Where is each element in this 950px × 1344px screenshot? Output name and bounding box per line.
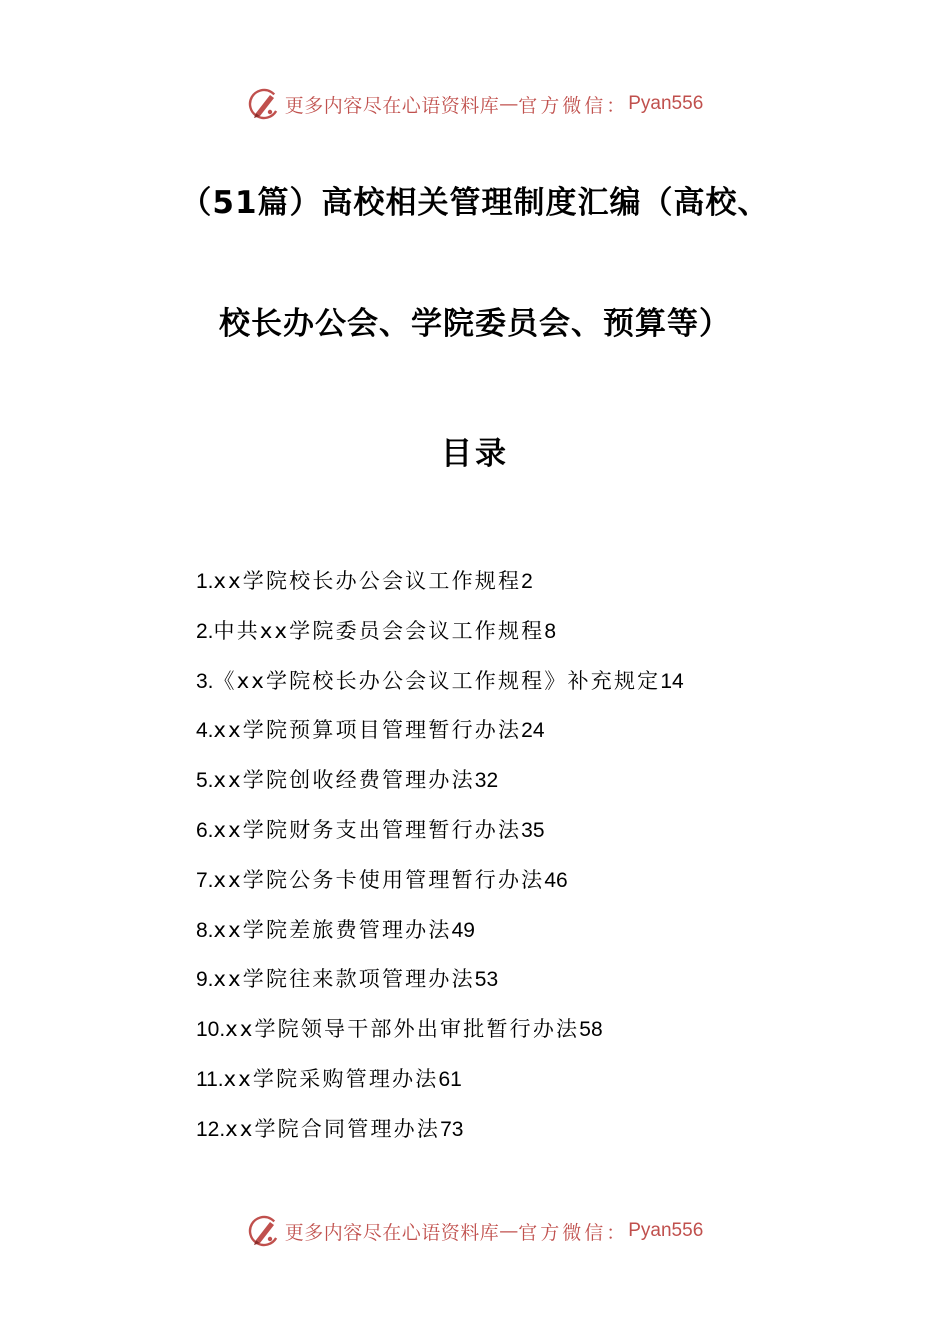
toc-item[interactable] — [196, 1111, 684, 1161]
toc-list — [196, 563, 684, 1161]
toc-item-number: 4. — [196, 719, 214, 743]
toc-item-page: 58 — [579, 1018, 603, 1042]
banner-separator: — — [499, 1220, 519, 1242]
toc-item-page: 61 — [438, 1067, 462, 1091]
toc-item[interactable] — [196, 1061, 684, 1111]
toc-item-number: 2. — [196, 619, 214, 643]
toc-item-number: 10. — [196, 1018, 226, 1042]
pen-in-circle-icon — [247, 87, 281, 121]
toc-item[interactable] — [196, 663, 684, 713]
toc-item[interactable] — [196, 812, 684, 862]
toc-item-page: 73 — [440, 1117, 464, 1141]
toc-item-page: 46 — [544, 868, 568, 892]
toc-item-title: xx学院采购管理办法 — [223, 1066, 439, 1091]
toc-item-title: xx学院创收经费管理办法 — [213, 768, 475, 793]
toc-item[interactable] — [196, 762, 684, 812]
toc-item-page: 49 — [451, 918, 475, 942]
banner-wechat-id: Pyan556 — [628, 1220, 704, 1241]
toc-item-number: 11. — [196, 1067, 224, 1091]
toc-item-title: xx学院往来款项管理办法 — [213, 967, 475, 992]
toc-item-title: xx学院校长办公会议工作规程 — [213, 569, 522, 593]
pen-in-circle-icon — [247, 1214, 281, 1248]
banner-text: 更多内容尽在心语资料库 — [284, 94, 500, 117]
toc-item-number: 3. — [196, 669, 214, 693]
toc-item-page: 24 — [521, 719, 545, 743]
banner-wechat-label: 官方微信： — [518, 94, 629, 117]
toc-item[interactable] — [196, 912, 684, 962]
footer-banner — [0, 1211, 950, 1251]
toc-item-page: 14 — [660, 669, 684, 693]
banner-wechat-id: Pyan556 — [628, 93, 704, 114]
banner-text: 更多内容尽在心语资料库 — [284, 1221, 500, 1244]
toc-item[interactable] — [196, 712, 684, 762]
toc-item-page: 53 — [474, 968, 499, 992]
document-title-line-1: （51篇）高校相关管理制度汇编（高校、 — [180, 185, 770, 221]
banner-wechat-label: 官方微信： — [518, 1221, 629, 1244]
document-title-line-2: 校长办公会、学院委员会、预算等） — [219, 306, 731, 342]
toc-item-number: 1. — [196, 570, 214, 593]
toc-item[interactable] — [196, 961, 684, 1011]
toc-item-number: 6. — [196, 818, 214, 842]
toc-heading: 目录 — [441, 436, 509, 472]
toc-item-number: 12. — [196, 1117, 226, 1141]
toc-item-title: 《xx学院校长办公会议工作规程》补充规定 — [213, 668, 661, 693]
toc-item-page: 2 — [521, 570, 533, 593]
toc-item-number: 7. — [196, 868, 214, 892]
toc-item[interactable] — [196, 563, 684, 613]
toc-item-number: 5. — [196, 769, 214, 793]
toc-item-page: 35 — [521, 818, 545, 842]
toc-item-title: xx学院财务支出管理暂行办法 — [213, 817, 522, 842]
header-banner — [0, 84, 950, 124]
toc-item-number: 8. — [196, 918, 214, 942]
toc-item-title: xx学院预算项目管理暂行办法 — [213, 718, 522, 743]
toc-item-title: xx学院合同管理办法 — [225, 1116, 441, 1141]
toc-item-number: 9. — [196, 968, 214, 992]
toc-item[interactable] — [196, 862, 684, 912]
toc-item-title: xx学院差旅费管理办法 — [213, 917, 452, 942]
banner-separator: — — [499, 93, 519, 115]
toc-item[interactable] — [196, 613, 684, 663]
toc-item-page: 8 — [544, 619, 557, 643]
toc-item-title: xx学院领导干部外出审批暂行办法 — [225, 1017, 580, 1042]
toc-item[interactable] — [196, 1011, 684, 1061]
toc-item-title: 中共xx学院委员会会议工作规程 — [213, 618, 545, 643]
toc-item-page: 32 — [474, 769, 499, 793]
toc-item-title: xx学院公务卡使用管理暂行办法 — [213, 867, 545, 892]
